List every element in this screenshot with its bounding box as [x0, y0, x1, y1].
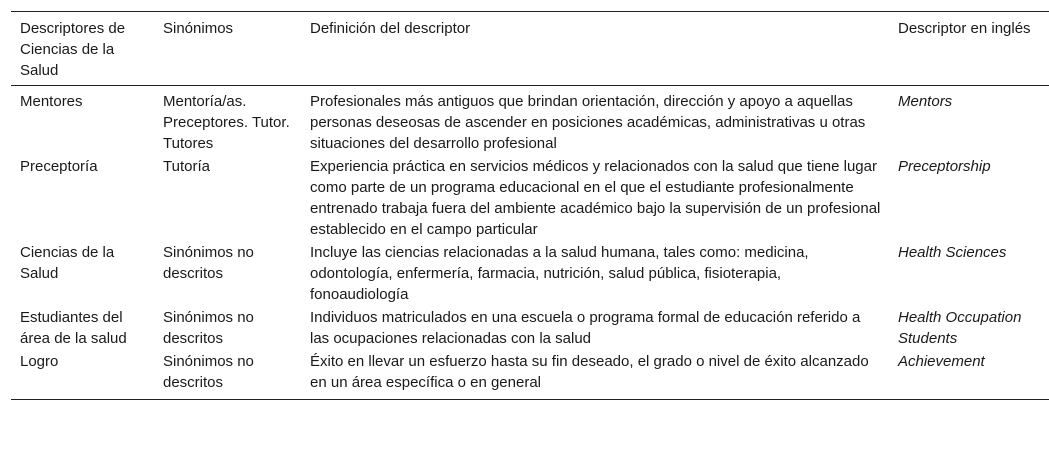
table-header: [11, 12, 1049, 86]
cell-descriptor: Preceptoría: [20, 158, 98, 175]
header-descriptor: Descriptores de Ciencias de la Salud: [20, 20, 126, 79]
cell-definition: Experiencia práctica en servicios médicos y relacionados con la salud que tiene lugar como parte de un programa educacional en el que el estudiante profesionalmente entrenado trabaja fuera del ambiente académico bajo la supervisión de un profesional establecido en el campo particular: [310, 158, 881, 238]
table-row: [11, 86, 1049, 157]
cell-english: Mentors: [898, 93, 953, 110]
cell-synonyms: Sinónimos no descritos: [163, 244, 254, 282]
cell-english: Health Sciences: [898, 244, 1007, 261]
table-row: [11, 307, 1049, 351]
cell-descriptor: Estudiantes del área de la salud: [20, 309, 127, 347]
header-english: Descriptor en inglés: [898, 20, 1031, 37]
cell-descriptor: Logro: [20, 353, 59, 370]
descriptors-table: [11, 11, 1049, 400]
descriptors-table-container: [11, 11, 1031, 400]
header-definition: Definición del descriptor: [310, 20, 471, 37]
table-body: [11, 86, 1049, 400]
header-row: [11, 12, 1049, 86]
cell-english: Preceptorship: [898, 158, 991, 175]
cell-definition: Éxito en llevar un esfuerzo hasta su fin deseado, el grado o nivel de éxito alcanzado en un área específica o en general: [310, 353, 869, 391]
cell-synonyms: Mentoría/as. Preceptores. Tutor. Tutores: [163, 93, 290, 152]
cell-descriptor: Ciencias de la Salud: [20, 244, 115, 282]
cell-definition: Profesionales más antiguos que brindan orientación, dirección y apoyo a aquellas personas deseosas de ascender en posiciones académicas, administrativas u otras situaciones del desarrollo profesional: [310, 93, 866, 152]
table-row: [11, 351, 1049, 400]
table-row: [11, 242, 1049, 307]
cell-synonyms: Sinónimos no descritos: [163, 309, 254, 347]
cell-synonyms: Tutoría: [163, 158, 210, 175]
cell-definition: Individuos matriculados en una escuela o programa formal de educación referido a las ocupaciones relacionadas con la salud: [310, 309, 861, 347]
cell-english: Achievement: [898, 353, 985, 370]
cell-synonyms: Sinónimos no descritos: [163, 353, 254, 391]
table-row: [11, 156, 1049, 242]
cell-descriptor: Mentores: [20, 93, 83, 110]
cell-definition: Incluye las ciencias relacionadas a la salud humana, tales como: medicina, odontología, enfermería, farmacia, nutrición, salud pública, fisioterapia, fonoaudiología: [310, 244, 809, 303]
cell-english: Health Occupation Students: [898, 309, 1022, 347]
header-synonyms: Sinónimos: [163, 20, 234, 37]
